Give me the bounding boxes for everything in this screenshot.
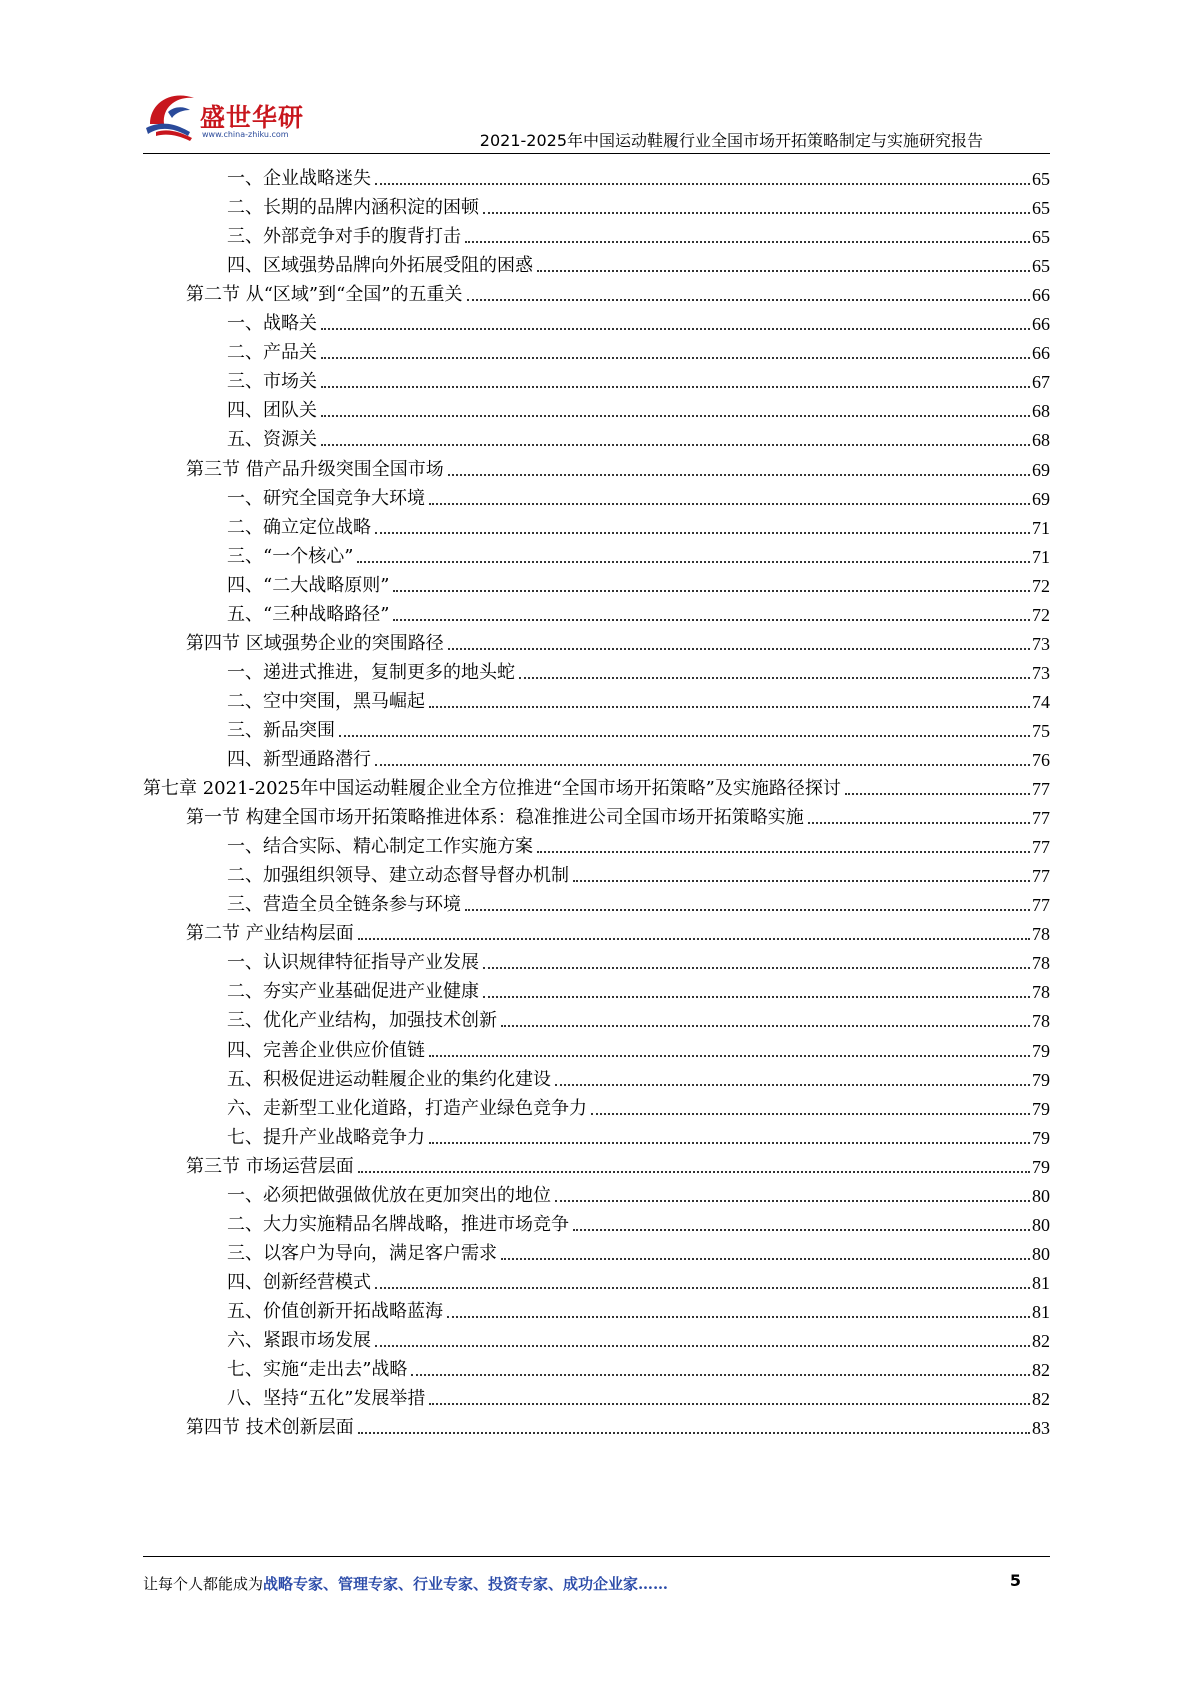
toc-entry[interactable] <box>227 188 1050 219</box>
toc-entry[interactable] <box>227 856 1050 887</box>
toc-dot-leader <box>375 183 1030 185</box>
toc-entry[interactable] <box>227 885 1050 916</box>
toc-entry[interactable] <box>227 1205 1050 1236</box>
toc-entry-title: 第二节 产业结构层面 <box>186 923 354 945</box>
toc-entry-title: 第三节 市场运营层面 <box>186 1155 354 1177</box>
toc-entry-title: 二、夯实产业基础促进产业健康 <box>227 981 479 1003</box>
toc-dot-leader <box>465 909 1030 911</box>
toc-entry[interactable] <box>186 1408 1050 1439</box>
toc-entry-title: 第一节 构建全国市场开拓策略推进体系：稳准推进公司全国市场开拓策略实施 <box>186 807 804 829</box>
toc-entry[interactable] <box>186 1147 1050 1178</box>
toc-dot-leader <box>537 851 1030 853</box>
toc-entry[interactable] <box>227 972 1050 1003</box>
toc-dot-leader <box>429 1142 1030 1144</box>
toc-entry-title: 二、产品关 <box>227 342 317 364</box>
toc-entry-title: 三、市场关 <box>227 371 317 393</box>
toc-dot-leader <box>845 793 1030 795</box>
toc-entry-title: 第七章 2021-2025年中国运动鞋履企业全方位推进“全国市场开拓策略”及实施路径探讨 <box>143 778 841 800</box>
toc-dot-leader <box>321 415 1030 417</box>
toc-entry-page: 77 <box>1032 837 1050 858</box>
toc-entry-page: 76 <box>1032 750 1050 770</box>
toc-dot-leader <box>429 1403 1030 1405</box>
toc-entry-page: 78 <box>1032 1011 1050 1032</box>
toc-entry[interactable] <box>227 1060 1050 1091</box>
toc-entry[interactable] <box>227 595 1050 626</box>
toc-entry-page: 82 <box>1032 1331 1050 1351</box>
header-divider <box>143 153 1050 154</box>
toc-entry-title: 五、价值创新开拓战略蓝海 <box>227 1300 443 1322</box>
toc-entry-title: 四、区域强势品牌向外拓展受阻的困惑 <box>227 255 533 277</box>
toc-entry-title: 七、提升产业战略竞争力 <box>227 1126 425 1148</box>
toc-entry-page: 73 <box>1032 633 1050 654</box>
toc-entry-title: 五、“三种战略路径” <box>227 603 390 625</box>
toc-entry-page: 79 <box>1032 1127 1050 1148</box>
toc-entry-title: 五、资源关 <box>227 429 317 451</box>
toc-entry-page: 73 <box>1032 662 1050 683</box>
toc-entry-page: 69 <box>1032 459 1050 480</box>
toc-dot-leader <box>411 1374 1030 1376</box>
report-title: 2021-2025年中国运动鞋履行业全国市场开拓策略制定与实施研究报告 <box>479 131 983 150</box>
toc-entry-page: 72 <box>1032 604 1050 625</box>
toc-entry-page: 66 <box>1032 285 1050 306</box>
toc-entry-page: 68 <box>1032 401 1050 422</box>
toc-entry[interactable] <box>227 304 1050 335</box>
toc-dot-leader <box>555 1084 1030 1086</box>
toc-entry-title: 三、“一个核心” <box>227 545 354 567</box>
toc-entry-page: 65 <box>1032 169 1050 189</box>
toc-entry-page: 65 <box>1032 227 1050 248</box>
toc-entry-title: 三、优化产业结构，加强技术创新 <box>227 1010 497 1032</box>
toc-dot-leader <box>321 386 1030 388</box>
toc-entry[interactable] <box>227 333 1050 364</box>
toc-entry[interactable] <box>227 1118 1050 1149</box>
toc-entry-page: 77 <box>1032 866 1050 887</box>
toc-entry[interactable] <box>186 798 1050 829</box>
toc-entry-page: 78 <box>1032 982 1050 1003</box>
toc-entry-page: 74 <box>1032 691 1050 712</box>
toc-entry[interactable] <box>227 827 1050 858</box>
toc-entry-page: 69 <box>1032 488 1050 509</box>
toc-entry[interactable] <box>227 508 1050 539</box>
toc-entry-page: 80 <box>1032 1243 1050 1264</box>
toc-entry-title: 四、创新经营模式 <box>227 1271 371 1293</box>
toc-entry[interactable] <box>227 246 1050 277</box>
toc-entry-title: 四、“二大战略原则” <box>227 574 390 596</box>
toc-dot-leader <box>339 735 1030 737</box>
toc-entry[interactable] <box>227 420 1050 451</box>
toc-entry-title: 八、坚持“五化”发展举措 <box>227 1388 426 1410</box>
toc-entry-page: 77 <box>1032 779 1050 800</box>
toc-entry[interactable] <box>227 362 1050 393</box>
toc-entry-title: 一、结合实际、精心制定工作实施方案 <box>227 836 533 858</box>
toc-entry-title: 四、完善企业供应价值链 <box>227 1039 425 1061</box>
toc-entry[interactable] <box>227 217 1050 248</box>
toc-dot-leader <box>483 996 1030 998</box>
toc-dot-leader <box>447 1316 1030 1318</box>
toc-entry-title: 二、长期的品牌内涵积淀的困顿 <box>227 197 479 219</box>
toc-dot-leader <box>375 764 1030 766</box>
toc-entry-page: 66 <box>1032 343 1050 364</box>
toc-entry-title: 六、走新型工业化道路，打造产业绿色竞争力 <box>227 1097 587 1119</box>
toc-entry-page: 78 <box>1032 924 1050 945</box>
toc-entry-title: 四、团队关 <box>227 400 317 422</box>
toc-entry-page: 82 <box>1032 1389 1050 1410</box>
toc-dot-leader <box>393 619 1030 621</box>
toc-entry-title: 一、战略关 <box>227 313 317 335</box>
toc-dot-leader <box>321 357 1030 359</box>
toc-entry-title: 一、必须把做强做优放在更加突出的地位 <box>227 1184 551 1206</box>
toc-entry-page: 83 <box>1032 1418 1050 1439</box>
logo-emblem-icon <box>142 84 204 146</box>
toc-entry-title: 三、新品突围 <box>227 719 335 741</box>
brand-name: 盛世华研 <box>200 103 305 132</box>
toc-entry-page: 65 <box>1032 256 1050 277</box>
toc-entry-page: 81 <box>1032 1301 1050 1322</box>
toc-entry[interactable] <box>186 624 1050 655</box>
toc-entry[interactable] <box>186 450 1050 481</box>
toc-entry-page: 80 <box>1032 1185 1050 1206</box>
footer-slogan-prefix: 让每个人都能成为 <box>143 1575 264 1593</box>
toc-entry-title: 四、新型通路潜行 <box>227 749 371 770</box>
toc-entry-title: 七、实施“走出去”战略 <box>227 1359 408 1381</box>
toc-entry[interactable] <box>227 391 1050 422</box>
toc-entry[interactable] <box>227 1089 1050 1120</box>
toc-dot-leader <box>448 648 1030 650</box>
toc-dot-leader <box>555 1200 1030 1202</box>
toc-dot-leader <box>591 1113 1030 1115</box>
toc-dot-leader <box>321 444 1030 446</box>
toc-entry[interactable] <box>227 1321 1050 1352</box>
toc-entry-page: 82 <box>1032 1360 1050 1381</box>
toc-entry[interactable] <box>227 566 1050 597</box>
toc-entry[interactable] <box>227 1176 1050 1207</box>
toc-entry-page: 78 <box>1032 953 1050 974</box>
footer-divider <box>143 1556 1050 1557</box>
toc-dot-leader <box>429 706 1030 708</box>
toc-entry-title: 二、空中突围，黑马崛起 <box>227 690 425 712</box>
brand-url: www.china-zhiku.com <box>202 130 289 139</box>
toc-dot-leader <box>501 1025 1030 1027</box>
toc-dot-leader <box>573 1229 1030 1231</box>
toc-dot-leader <box>375 1345 1030 1347</box>
toc-entry[interactable] <box>227 1001 1050 1032</box>
toc-entry[interactable] <box>227 1263 1050 1294</box>
toc-entry[interactable] <box>227 740 1050 771</box>
toc-entry-page: 65 <box>1032 198 1050 219</box>
toc-dot-leader <box>467 299 1030 301</box>
toc-entry-title: 一、认识规律特征指导产业发展 <box>227 952 479 974</box>
toc-entry-title: 一、研究全国竞争大环境 <box>227 487 425 509</box>
toc-entry-title: 五、积极促进运动鞋履企业的集约化建设 <box>227 1068 551 1090</box>
toc-entry-title: 三、营造全员全链条参与环境 <box>227 894 461 916</box>
toc-entry-page: 71 <box>1032 546 1050 567</box>
toc-entry[interactable] <box>227 1234 1050 1265</box>
toc-entry-title: 二、大力实施精品名牌战略，推进市场竞争 <box>227 1213 569 1235</box>
page-number: 5 <box>1009 1571 1021 1590</box>
toc-dot-leader <box>358 1432 1030 1434</box>
toc-dot-leader <box>321 328 1030 330</box>
toc-entry-title: 二、加强组织领导、建立动态督导督办机制 <box>227 865 569 887</box>
toc-entry[interactable] <box>227 1292 1050 1323</box>
toc-dot-leader <box>429 1055 1030 1057</box>
toc-entry-title: 二、确立定位战略 <box>227 516 371 538</box>
footer-slogan <box>143 1573 668 1594</box>
toc-entry-title: 第二节 从“区域”到“全国”的五重关 <box>186 284 463 306</box>
toc-entry[interactable] <box>227 682 1050 713</box>
toc-entry[interactable] <box>227 943 1050 974</box>
toc-entry[interactable] <box>186 914 1050 945</box>
toc-dot-leader <box>483 967 1030 969</box>
brand-logo <box>142 84 322 148</box>
toc-entry-page: 67 <box>1032 372 1050 393</box>
toc-entry-title: 第四节 区域强势企业的突围路径 <box>186 632 444 654</box>
toc-entry[interactable] <box>227 537 1050 568</box>
toc-entry-title: 六、紧跟市场发展 <box>227 1330 371 1351</box>
toc-entry[interactable] <box>227 1350 1050 1381</box>
toc-entry-page: 79 <box>1032 1040 1050 1061</box>
footer-slogan-highlight: 战略专家、管理专家、行业专家、投资专家、成功企业家…… <box>263 1575 669 1593</box>
toc-entry-title: 三、外部竞争对手的腹背打击 <box>227 226 461 248</box>
toc-dot-leader <box>358 938 1030 940</box>
toc-entry-page: 77 <box>1032 895 1050 916</box>
toc-entry[interactable] <box>227 479 1050 510</box>
toc-dot-leader <box>537 270 1030 272</box>
toc-entry-page: 79 <box>1032 1069 1050 1090</box>
toc-entry-page: 66 <box>1032 314 1050 335</box>
toc-dot-leader <box>501 1258 1030 1260</box>
toc-dot-leader <box>429 503 1030 505</box>
toc-dot-leader <box>357 561 1030 563</box>
toc-entry-title: 第三节 借产品升级突围全国市场 <box>186 458 444 480</box>
toc-entry-page: 75 <box>1032 720 1050 741</box>
toc-entry-title: 一、递进式推进，复制更多的地头蛇 <box>227 661 515 683</box>
toc-entry[interactable] <box>227 711 1050 742</box>
toc-entry[interactable] <box>186 275 1050 306</box>
toc-entry[interactable] <box>227 653 1050 684</box>
toc-dot-leader <box>448 474 1030 476</box>
toc-entry-title: 三、以客户为导向，满足客户需求 <box>227 1242 497 1264</box>
toc-entry[interactable] <box>227 159 1050 190</box>
toc-entry-title: 第四节 技术创新层面 <box>186 1417 354 1439</box>
toc-entry-page: 80 <box>1032 1214 1050 1235</box>
toc-dot-leader <box>483 212 1030 214</box>
toc-entry[interactable] <box>227 1379 1050 1410</box>
toc-entry-page: 72 <box>1032 575 1050 596</box>
toc-dot-leader <box>375 532 1030 534</box>
toc-dot-leader <box>573 880 1030 882</box>
toc-entry-page: 79 <box>1032 1156 1050 1177</box>
toc-entry-page: 77 <box>1032 808 1050 829</box>
toc-dot-leader <box>358 1171 1030 1173</box>
toc-entry-page: 71 <box>1032 517 1050 538</box>
toc-entry-page: 68 <box>1032 430 1050 451</box>
toc-dot-leader <box>519 677 1030 679</box>
toc-dot-leader <box>375 1287 1030 1289</box>
toc-entry-title: 一、企业战略迷失 <box>227 168 371 189</box>
toc-entry[interactable] <box>143 769 1050 800</box>
toc-dot-leader <box>465 241 1030 243</box>
toc-entry-page: 81 <box>1032 1272 1050 1293</box>
toc-entry-page: 79 <box>1032 1098 1050 1119</box>
toc-dot-leader <box>808 822 1030 824</box>
toc-dot-leader <box>393 590 1030 592</box>
toc-entry[interactable] <box>227 1031 1050 1062</box>
